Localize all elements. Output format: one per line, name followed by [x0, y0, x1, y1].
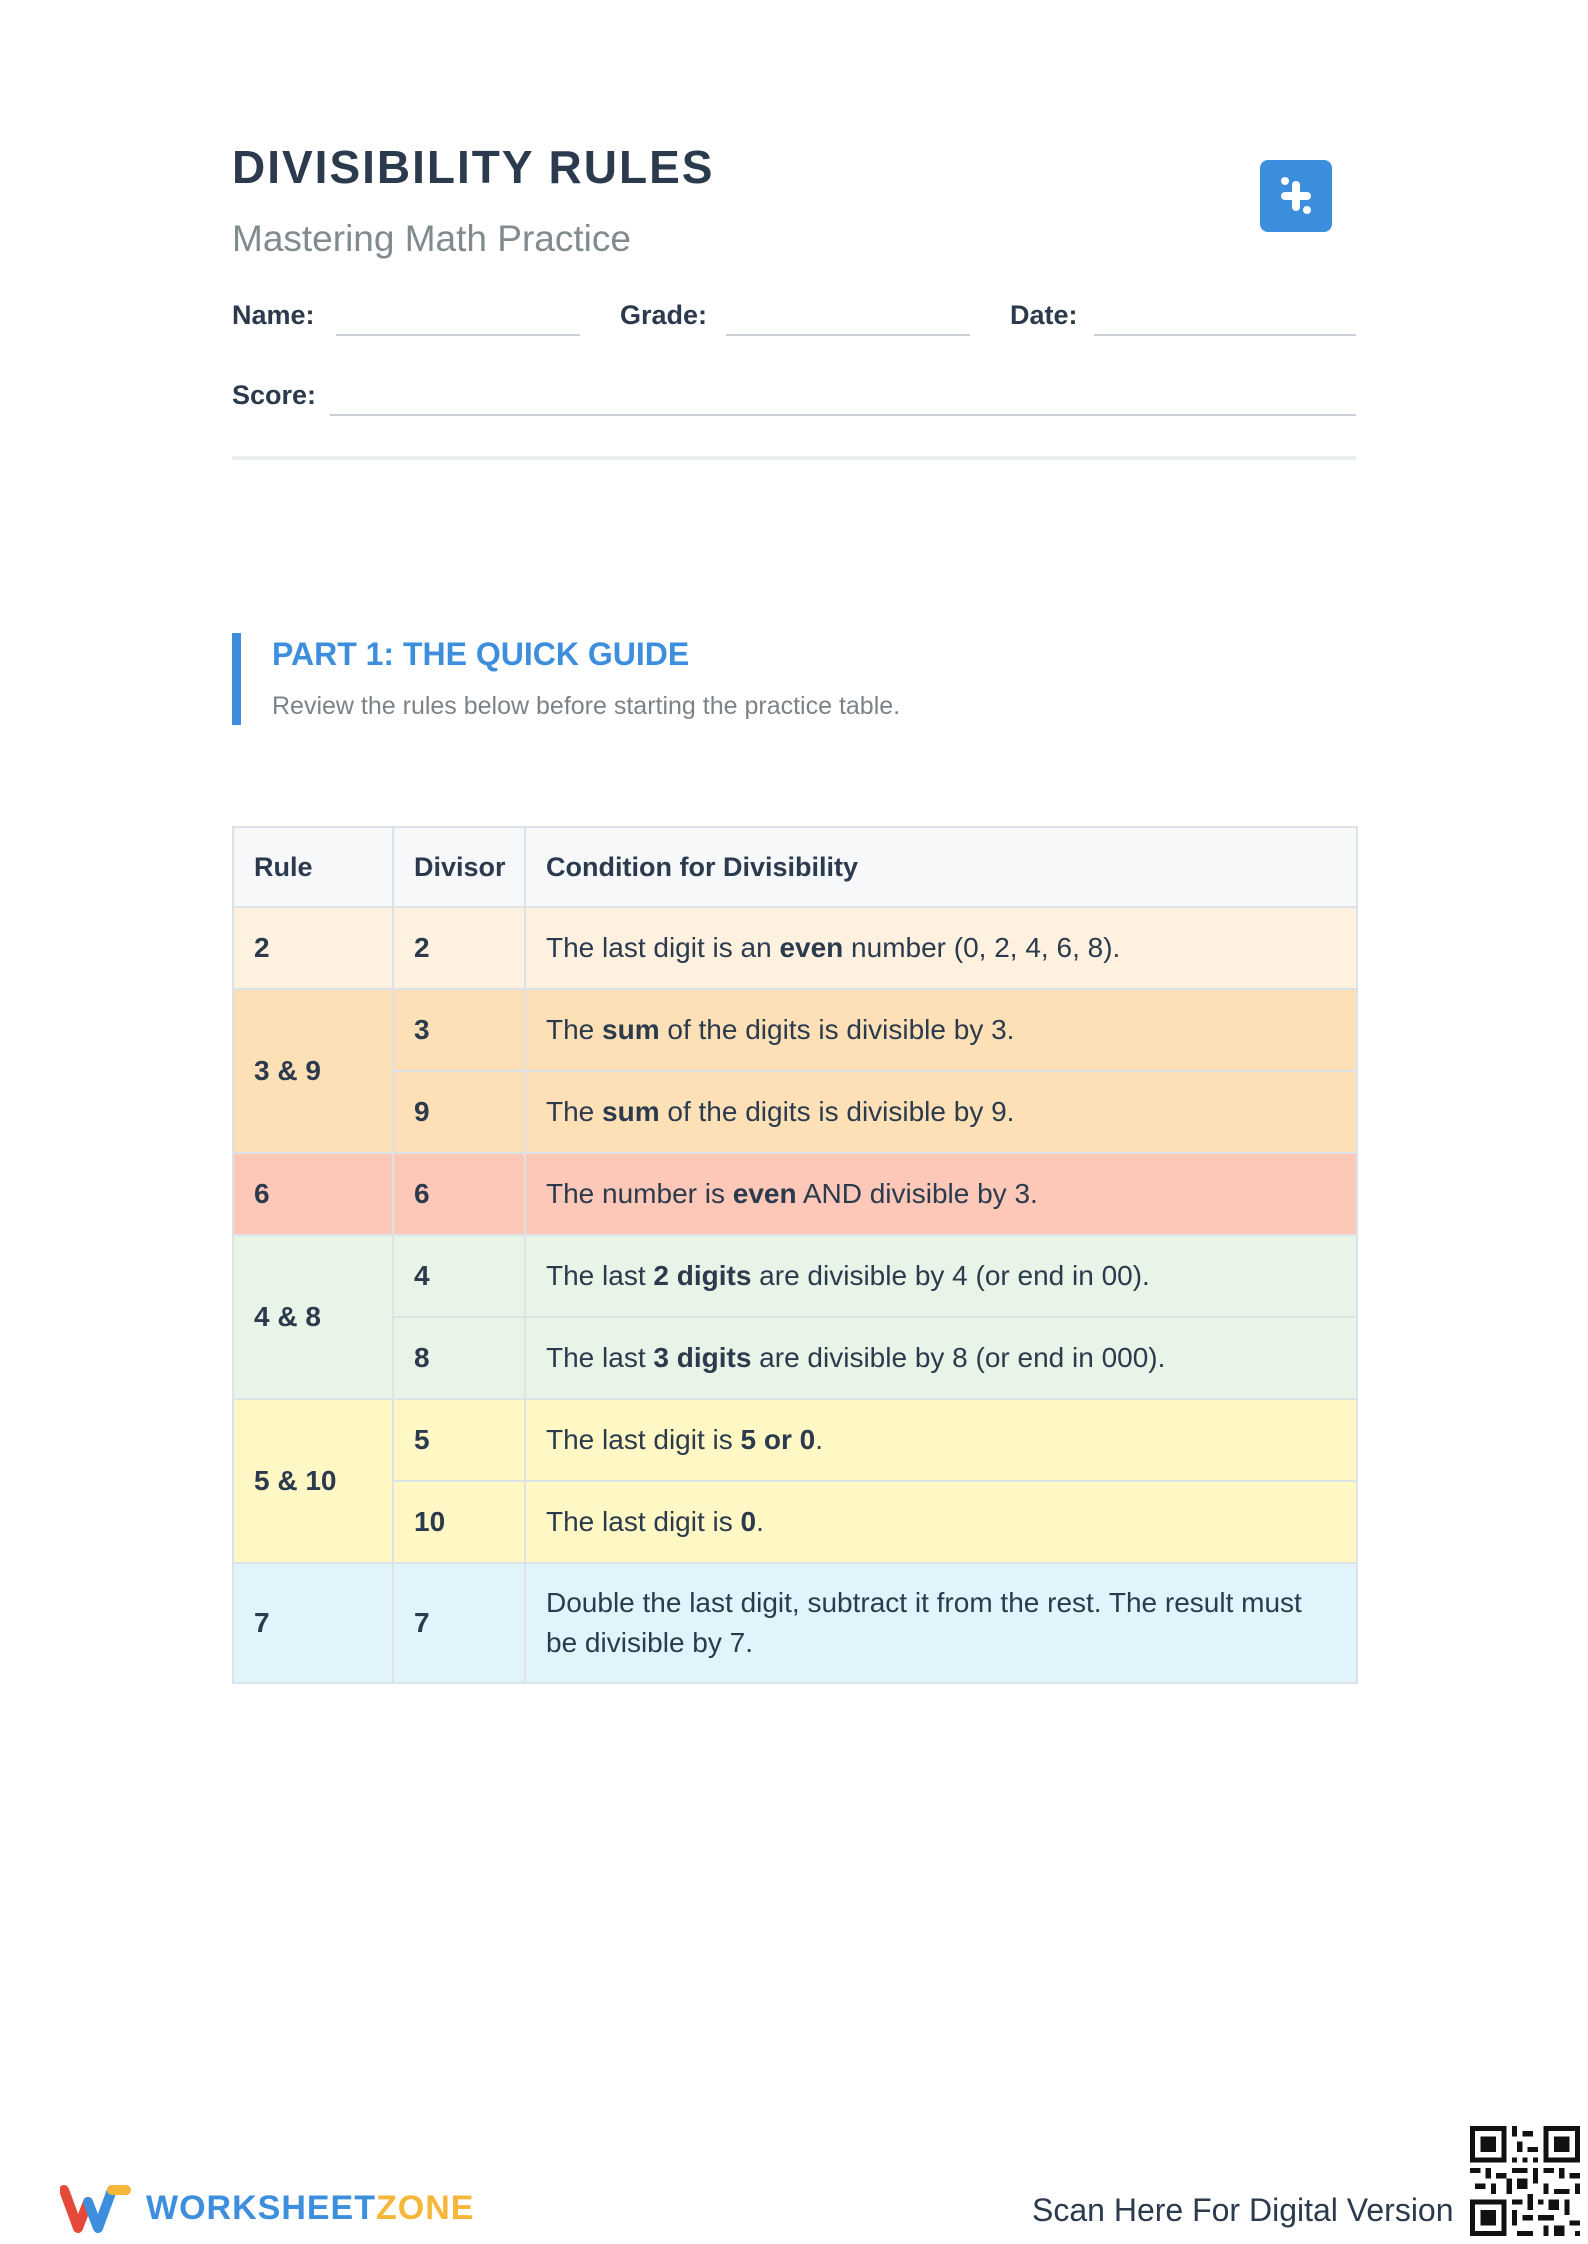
condition-text: AND divisible by 3. [796, 1178, 1038, 1209]
divisor-cell: 6 [393, 1153, 525, 1235]
table-row [233, 1071, 1357, 1153]
rule-cell: 4 & 8 [233, 1235, 393, 1399]
condition-emphasis: 0 [740, 1506, 757, 1537]
divisor-cell: 4 [393, 1235, 525, 1317]
divisor-cell: 5 [393, 1399, 525, 1481]
condition-text: number (0, 2, 4, 6, 8). [843, 932, 1121, 963]
condition-text: The last [546, 1260, 654, 1291]
divisor-cell: 8 [393, 1317, 525, 1399]
condition-emphasis: 5 or 0 [740, 1424, 816, 1455]
divisor-cell: 2 [393, 907, 525, 989]
column-header-divisor: Divisor [393, 827, 525, 907]
section-description: Review the rules below before starting the practice table. [272, 692, 901, 720]
divisor-cell: 10 [393, 1481, 525, 1563]
page-subtitle: Mastering Math Practice [232, 218, 631, 259]
name-field[interactable] [336, 334, 580, 336]
worksheetzone-logo-icon [60, 2180, 132, 2236]
page-title: DIVISIBILITY RULES [232, 141, 715, 193]
scan-instruction: Scan Here For Digital Version [1032, 2192, 1454, 2228]
condition-emphasis: even [779, 932, 844, 963]
rule-cell: 2 [233, 907, 393, 989]
table-row [233, 1317, 1357, 1399]
condition-text: The last digit is an [546, 932, 780, 963]
section-title: PART 1: THE QUICK GUIDE [272, 636, 690, 672]
condition-text: The last [546, 1342, 654, 1373]
condition-emphasis: 2 digits [653, 1260, 752, 1291]
condition-cell [525, 989, 1357, 1071]
divisor-cell: 3 [393, 989, 525, 1071]
table-row [233, 1399, 1357, 1481]
brand-name-part1: WORKSHEET [146, 2188, 376, 2227]
score-field[interactable] [330, 414, 1356, 416]
condition-text: The last digit is [546, 1506, 741, 1537]
condition-cell [525, 907, 1357, 989]
condition-emphasis: sum [602, 1096, 660, 1127]
table-row [233, 989, 1357, 1071]
table-row [233, 1563, 1357, 1683]
brand-name-part2: ZONE [376, 2188, 475, 2227]
condition-cell [525, 1071, 1357, 1153]
condition-emphasis: even [732, 1178, 797, 1209]
condition-text: The [546, 1014, 603, 1045]
condition-cell [525, 1563, 1357, 1683]
rule-cell: 6 [233, 1153, 393, 1235]
divisibility-rules-table [232, 826, 1358, 1684]
grade-label: Grade: [620, 300, 708, 330]
rule-cell: 7 [233, 1563, 393, 1683]
name-label: Name: [232, 300, 315, 330]
condition-text: are divisible by 4 (or end in 00). [751, 1260, 1150, 1291]
condition-text: Double the last digit, subtract it from the rest. The result must be divisible by 7. [546, 1587, 1302, 1658]
grade-field[interactable] [726, 334, 970, 336]
condition-text: The number is [546, 1178, 733, 1209]
rule-cell: 5 & 10 [233, 1399, 393, 1563]
condition-cell [525, 1235, 1357, 1317]
plus-math-icon [1260, 160, 1332, 232]
condition-text: of the digits is divisible by 9. [659, 1096, 1015, 1127]
divisor-cell: 7 [393, 1563, 525, 1683]
condition-text: The [546, 1096, 603, 1127]
date-label: Date: [1010, 300, 1078, 330]
condition-text: The last digit is [546, 1424, 741, 1455]
column-header-rule: Rule [233, 827, 393, 907]
condition-cell [525, 1481, 1357, 1563]
date-field[interactable] [1094, 334, 1356, 336]
column-header-condition: Condition for Divisibility [525, 827, 1357, 907]
condition-emphasis: sum [602, 1014, 660, 1045]
table-row [233, 1481, 1357, 1563]
rule-cell: 3 & 9 [233, 989, 393, 1153]
table-header-row [233, 827, 1357, 907]
condition-emphasis: 3 digits [653, 1342, 752, 1373]
divisor-cell: 9 [393, 1071, 525, 1153]
table-row [233, 907, 1357, 989]
table-row [233, 1153, 1357, 1235]
table-row [233, 1235, 1357, 1317]
condition-cell [525, 1399, 1357, 1481]
qr-code-icon[interactable] [1470, 2126, 1580, 2236]
condition-text: . [815, 1424, 824, 1455]
header-divider [232, 456, 1356, 460]
score-label: Score: [232, 380, 317, 410]
condition-cell [525, 1317, 1357, 1399]
condition-text: of the digits is divisible by 3. [659, 1014, 1015, 1045]
condition-cell [525, 1153, 1357, 1235]
brand-name [146, 2189, 474, 2228]
condition-text: . [756, 1506, 764, 1537]
worksheetzone-brand[interactable] [60, 2180, 474, 2236]
section-accent-bar [232, 633, 241, 725]
condition-text: are divisible by 8 (or end in 000). [751, 1342, 1166, 1373]
